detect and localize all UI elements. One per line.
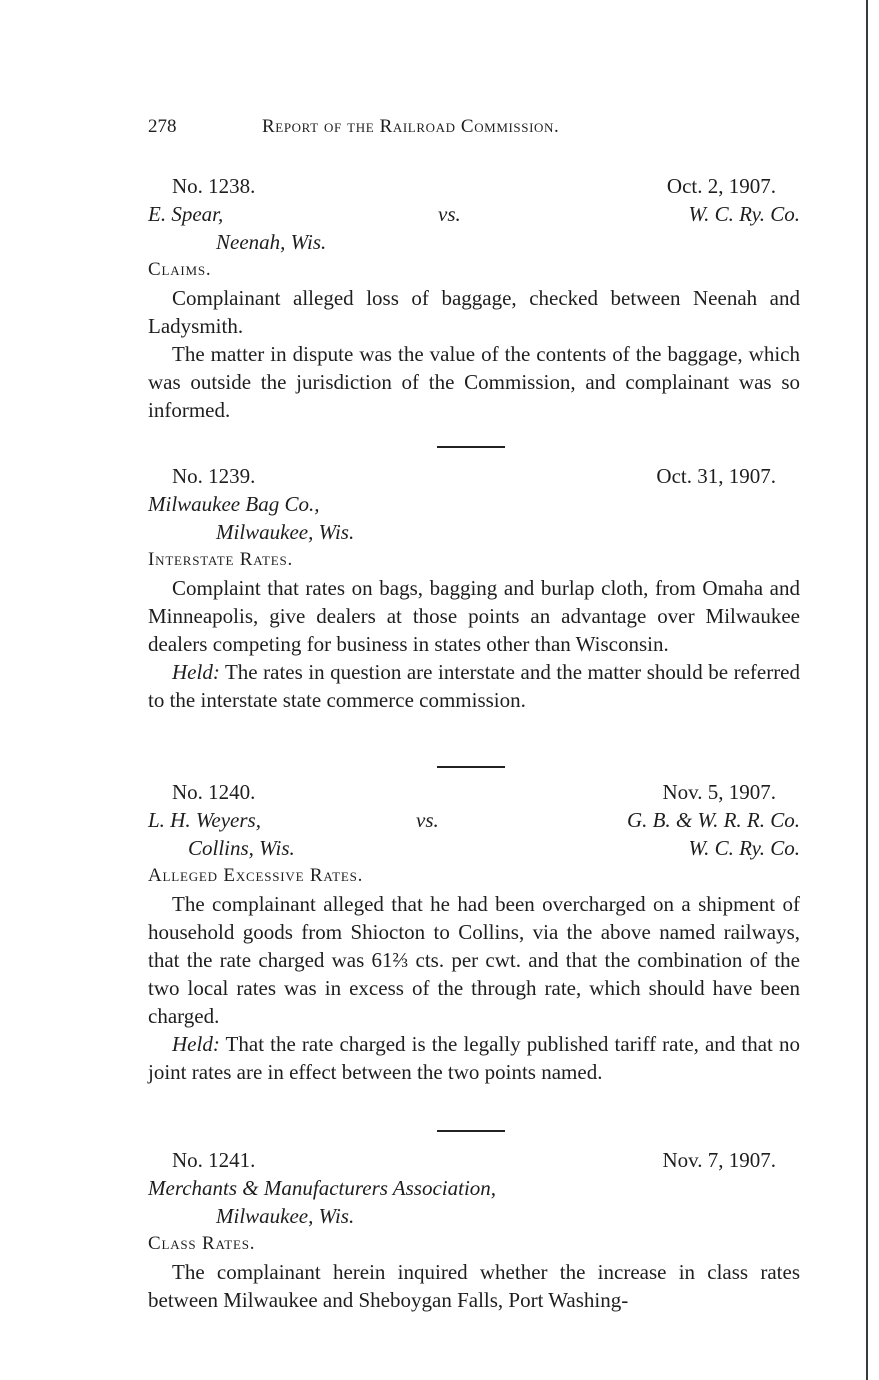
case-1240: [148, 778, 800, 1086]
case-date: Nov. 5, 1907.: [662, 780, 776, 804]
complainant-location: Milwaukee, Wis.: [216, 1204, 355, 1228]
respondent-line: W. C. Ry. Co.: [688, 202, 800, 226]
case-number: No. 1238.: [172, 174, 256, 198]
complainant-name: Merchants & Manufacturers Association,: [148, 1176, 497, 1200]
case-subject: Alleged Excessive Rates.: [148, 865, 364, 886]
case-number: No. 1239.: [172, 464, 256, 488]
case-1239: [148, 462, 800, 714]
complainant-name: E. Spear,: [148, 202, 224, 226]
section-divider: [437, 1130, 505, 1132]
held-label: Held:: [172, 1032, 220, 1056]
case-subject: Interstate Rates.: [148, 549, 294, 570]
case-date: Nov. 7, 1907.: [662, 1148, 776, 1172]
running-title: Report of the Railroad Commission.: [262, 116, 560, 137]
section-divider: [437, 766, 505, 768]
case-number: No. 1240.: [172, 780, 256, 804]
held-paragraph: Held: The rates in question are interstate and the matter should be referred to the interstate state commerce commission.: [148, 660, 801, 712]
case-date: Oct. 31, 1907.: [656, 464, 776, 488]
versus-label: vs.: [438, 202, 461, 226]
respondent-line: G. B. & W. R. R. Co.: [626, 808, 800, 832]
section-divider: [437, 446, 505, 448]
case-paragraph: The complainant alleged that he had been overcharged on a shipment of household goods from Shiocton to Collins, via the above named railways, that the rate charged was 61⅔ cts. per cwt. and that the combination of the two local rates was in excess of the through rate, which should have been charged.: [148, 892, 800, 1028]
held-label: Held:: [172, 660, 220, 684]
page-number: 278: [148, 116, 177, 137]
respondent-line: W. C. Ry. Co.: [688, 836, 800, 860]
case-subject: Class Rates.: [148, 1233, 256, 1254]
case-date: Oct. 2, 1907.: [666, 174, 776, 198]
complainant-location: Milwaukee, Wis.: [216, 520, 355, 544]
case-1238: [148, 172, 800, 424]
versus-label: vs.: [416, 808, 439, 832]
complainant-name: L. H. Weyers,: [148, 808, 261, 832]
complainant-location: Neenah, Wis.: [216, 230, 327, 254]
case-paragraph: Complaint that rates on bags, bagging and burlap cloth, from Omaha and Minneapolis, give dealers at those points an advantage over Milwaukee dealers competing for business in states other than Wisconsin.: [148, 576, 800, 656]
held-paragraph: Held: That the rate charged is the legally published tariff rate, and that no joint rates are in effect between the two points named.: [148, 1032, 800, 1084]
case-paragraph: The matter in dispute was the value of the contents of the baggage, which was outside the jurisdiction of the Commission, and complainant was so informed.: [148, 342, 800, 422]
complainant-location: Collins, Wis.: [188, 836, 295, 860]
case-subject: Claims.: [148, 259, 212, 280]
page-edge-line: [866, 0, 868, 1380]
case-1241: [148, 1146, 800, 1314]
case-number: No. 1241.: [172, 1148, 256, 1172]
case-paragraph: The complainant herein inquired whether the increase in class rates between Milwaukee and Sheboygan Falls, Port Washing-: [148, 1260, 800, 1312]
complainant-name: Milwaukee Bag Co.,: [148, 492, 320, 516]
case-paragraph: Complainant alleged loss of baggage, checked between Neenah and Ladysmith.: [148, 286, 800, 338]
